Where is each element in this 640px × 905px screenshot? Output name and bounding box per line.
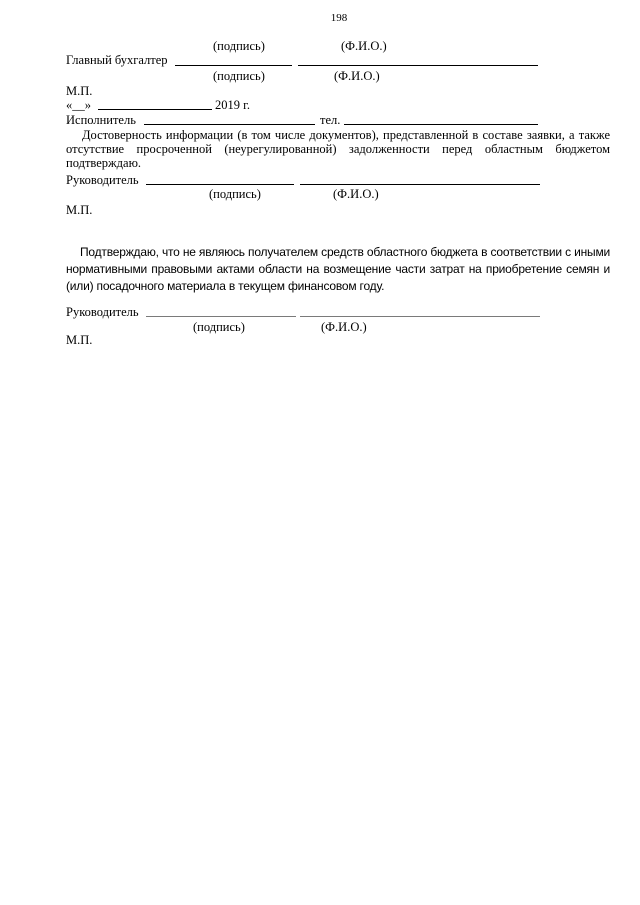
date-quote-open: « [66,98,73,112]
fio-caption: (Ф.И.О.) [334,69,380,83]
date-quote-close: » [84,98,91,112]
fio-caption: (Ф.И.О.) [321,320,367,334]
seal-mark: М.П. [66,333,93,347]
head-label: Руководитель [66,305,139,319]
head-fio-field[interactable] [300,316,540,317]
date-year: 2019 г. [215,98,250,112]
chief-accountant-label: Главный бухгалтер [66,53,168,67]
head-signature-field[interactable] [146,316,296,317]
phone-field[interactable] [344,124,538,125]
date-line [66,98,91,112]
signature-caption: (подпись) [193,320,245,334]
head-fio-field[interactable] [300,184,540,185]
confirmation-paragraph: Подтверждаю, что не являюсь получателем средств областного бюджета в соответствии с иными нормативными правовыми актами области на возмещение части затрат на приобретение семян и (или) посадочного материала в текущем финансовом году. [66,245,610,293]
chief-accountant-signature-field[interactable] [175,65,292,66]
signature-caption: (подпись) [213,69,265,83]
fio-caption: (Ф.И.О.) [333,187,379,201]
seal-mark: М.П. [66,203,93,217]
date-day-field[interactable]: __ [72,98,85,112]
date-month-field[interactable] [98,109,212,110]
executor-label: Исполнитель [66,113,136,127]
seal-mark: М.П. [66,84,93,98]
head-signature-field[interactable] [146,184,294,185]
fio-caption: (Ф.И.О.) [341,39,387,53]
chief-accountant-fio-field[interactable] [298,65,538,66]
executor-name-field[interactable] [144,124,315,125]
head-label: Руководитель [66,173,139,187]
phone-label: тел. [320,113,341,127]
signature-caption: (подпись) [209,187,261,201]
page-number: 198 [330,12,348,24]
signature-caption: (подпись) [213,39,265,53]
certification-paragraph: Достоверность информации (в том числе документов), представленной в составе заявки, а также отсутствие просроченной (неурегулированной) задолженности перед областным бюджетом подтверждаю. [66,128,610,170]
